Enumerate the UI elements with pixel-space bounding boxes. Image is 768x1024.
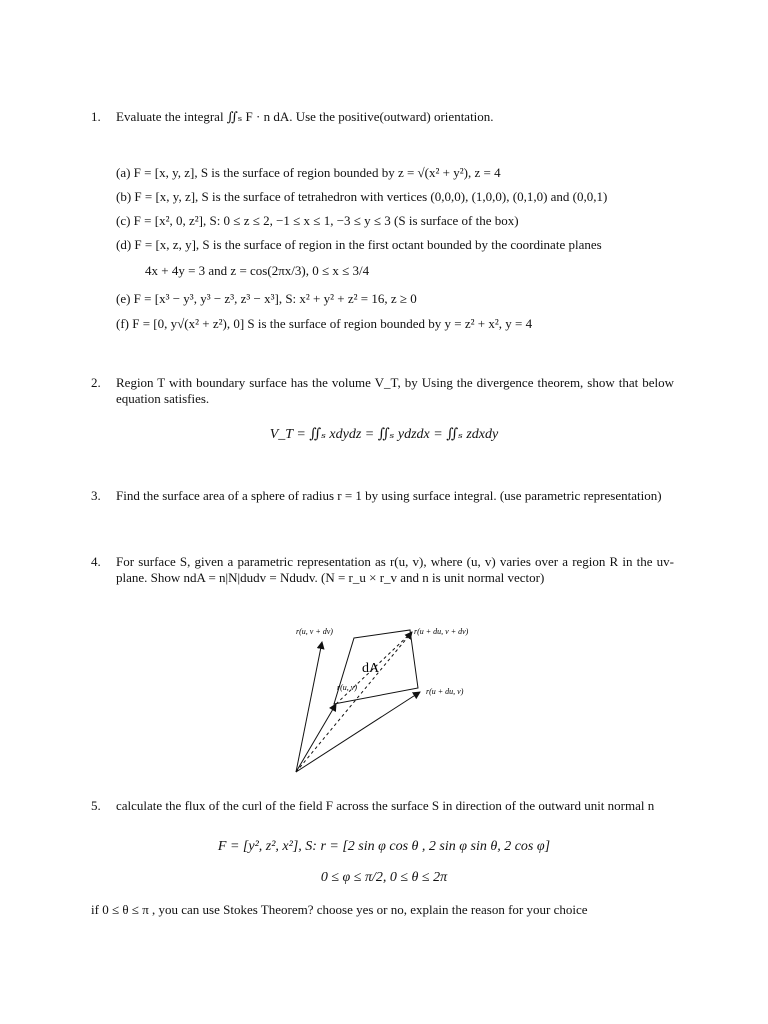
parametric-surface-figure: [280, 620, 500, 780]
label-origin: r(u, v): [337, 683, 357, 692]
q5-bounds-equation: 0 ≤ φ ≤ π/2, 0 ≤ θ ≤ 2π: [320, 870, 448, 885]
vector-to-right: [296, 692, 420, 772]
vector-diagonal-dashed: [296, 632, 412, 772]
q1-item-d: (d) F = [x, z, y], S is the surface of region in the first octant bounded by the coordinate planes: [116, 237, 602, 252]
q1-item-e: (e) F = [x³ − y³, y³ − z³, z³ − x³], S: x² + y² + z² = 16, z ≥ 0: [116, 291, 417, 306]
q5-field-equation: F = [y², z², x²], S: r = [2 sin φ cos θ , 2 sin φ sin θ, 2 cos φ]: [217, 839, 551, 854]
label-right: r(u + du, v): [426, 687, 464, 696]
q1-text: Evaluate the integral ∬ₛ F · n dA. Use the positive(outward) orientation.: [116, 109, 494, 124]
q1-number: 1.: [91, 109, 101, 124]
q4-number: 4.: [91, 554, 101, 569]
q5-text: calculate the flux of the curl of the field F across the surface S in direction of the outward unit normal n: [116, 798, 655, 813]
vector-to-top-left: [296, 642, 322, 772]
q2-equation: V_T = ∬ₛ xdydz = ∬ₛ ydzdx = ∬ₛ zdxdy: [269, 427, 499, 442]
q5-footer-question: if 0 ≤ θ ≤ π , you can use Stokes Theorem? choose yes or no, explain the reason for your choice: [91, 902, 588, 917]
q1-item-c: (c) F = [x², 0, z²], S: 0 ≤ z ≤ 2, −1 ≤ x ≤ 1, −3 ≤ y ≤ 3 (S is surface of the box): [116, 213, 519, 228]
label-da: dA: [362, 661, 380, 676]
q1-item-f: (f) F = [0, y√(x² + z²), 0] S is the surface of region bounded by y = z² + x², y = 4: [116, 316, 533, 331]
q2-text: Region T with boundary surface has the volume V_T, by Using the divergence theorem, show that below equation satisfies.: [116, 375, 674, 406]
label-top-right: r(u + du, v + dv): [414, 627, 469, 636]
q2-number: 2.: [91, 375, 101, 390]
q3-number: 3.: [91, 488, 101, 503]
q1-item-d-continued: 4x + 4y = 3 and z = cos(2πx/3), 0 ≤ x ≤ 3/4: [145, 263, 370, 278]
q4-text: For surface S, given a parametric representation as r(u, v), where (u, v) varies over a region R in the uv-plane. Show ndA = n|N|dudv = Ndudv. (N = r_u × r_v and n is unit normal vector): [116, 554, 674, 585]
q5-number: 5.: [91, 798, 101, 813]
q1-item-a: (a) F = [x, y, z], S is the surface of region bounded by z = √(x² + y²), z = 4: [116, 165, 501, 180]
q1-item-b: (b) F = [x, y, z], S is the surface of tetrahedron with vertices (0,0,0), (1,0,0), (0,1,0) and (0,0,1): [116, 189, 608, 204]
q3-text: Find the surface area of a sphere of radius r = 1 by using surface integral. (use parametric representation): [116, 488, 662, 503]
label-top-left: r(u, v + dv): [296, 627, 333, 636]
vector-to-r-uv: [296, 704, 336, 772]
